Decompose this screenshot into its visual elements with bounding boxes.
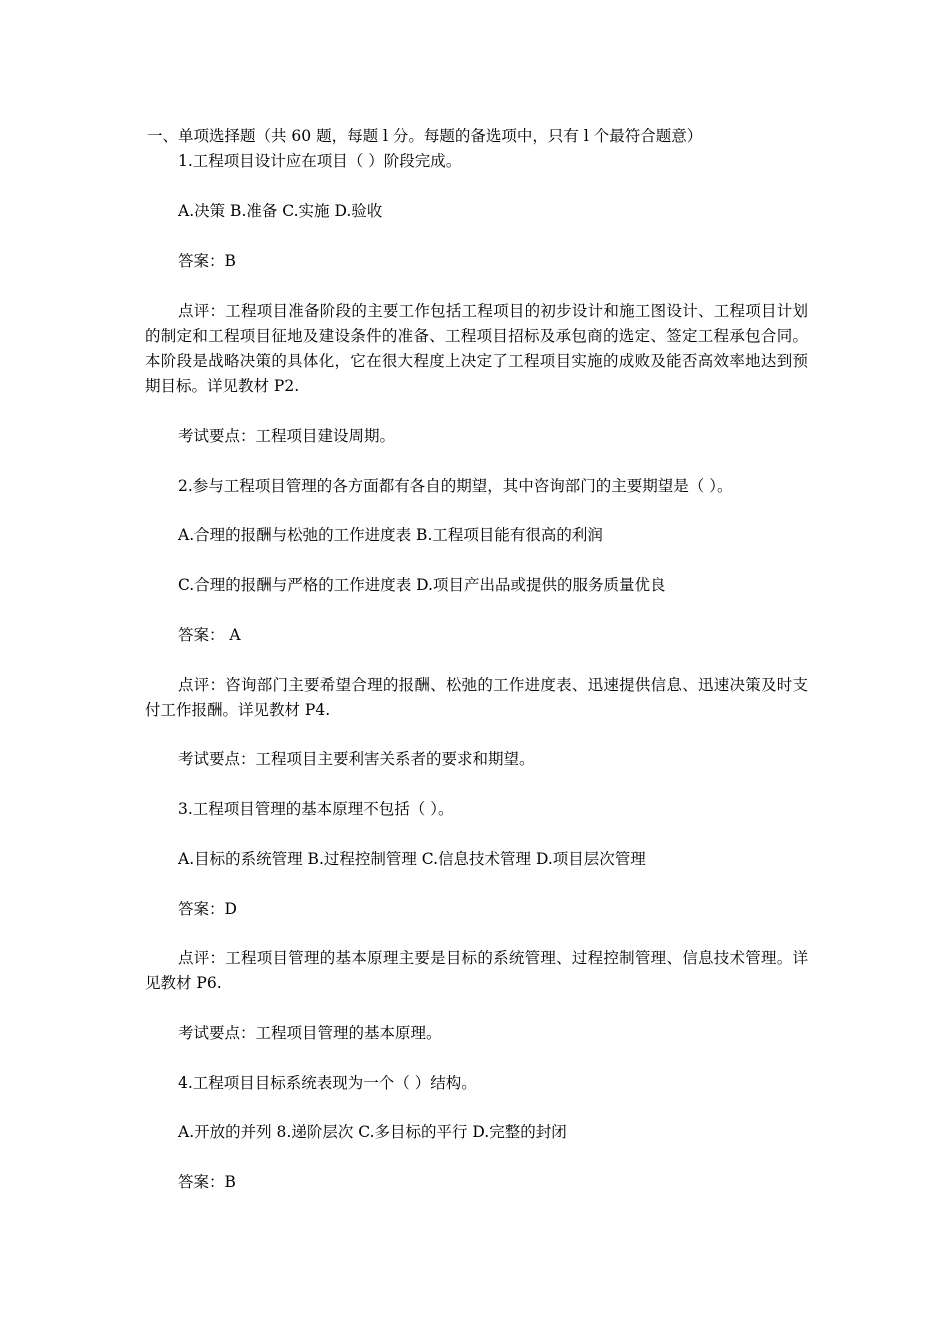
question-3-stem: 3.工程项目管理的基本原理不包括（ ）。 — [178, 800, 454, 818]
question-2-key-point: 考试要点：工程项目主要利害关系者的要求和期望。 — [178, 750, 535, 768]
question-1-key-point: 考试要点：工程项目建设周期。 — [178, 427, 396, 445]
question-3-options: A.目标的系统管理 B.过程控制管理 C.信息技术管理 D.项目层次管理 — [178, 850, 646, 868]
question-2-options-line-1: A.合理的报酬与松弛的工作进度表 B.工程项目能有很高的利润 — [178, 526, 603, 544]
question-1-stem: 1.工程项目设计应在项目（ ）阶段完成。 — [178, 152, 462, 170]
question-1-options: A.决策 B.准备 C.实施 D.验收 — [178, 202, 383, 220]
question-1-answer: 答案：B — [178, 252, 236, 270]
question-4-stem: 4.工程项目目标系统表现为一个（ ）结构。 — [178, 1074, 477, 1092]
question-4-options: A.开放的并列 8.递阶层次 C.多目标的平行 D.完整的封闭 — [178, 1123, 567, 1141]
question-1-comment: 点评：工程项目准备阶段的主要工作包括工程项目的初步设计和施工图设计、工程项目计划的制定和工程项目征地及建设条件的准备、工程项目招标及承包商的选定、签定工程承包合同。本阶段是战略决策的具体化，它在很大程度上决定了工程项目实施的成败及能否高效率地达到预期目标。详见教材 P2. — [145, 302, 808, 395]
question-3-key-point: 考试要点：工程项目管理的基本原理。 — [178, 1024, 442, 1042]
question-2-comment: 点评：咨询部门主要希望合理的报酬、松弛的工作进度表、迅速提供信息、迅速决策及时支付工作报酬。详见教材 P4. — [145, 676, 808, 719]
question-2-stem: 2.参与工程项目管理的各方面都有各自的期望，其中咨询部门的主要期望是（ ）。 — [178, 477, 733, 495]
question-4-answer: 答案：B — [178, 1173, 236, 1191]
section-heading: 一、单项选择题（共 60 题，每题 l 分。每题的备选项中，只有 l 个最符合题意） — [147, 127, 703, 145]
question-2-options-line-2: C.合理的报酬与严格的工作进度表 D.项目产出品或提供的服务质量优良 — [178, 576, 666, 594]
question-3-answer: 答案：D — [178, 900, 237, 918]
question-3-comment: 点评：工程项目管理的基本原理主要是目标的系统管理、过程控制管理、信息技术管理。详见教材 P6. — [145, 949, 808, 992]
question-2-answer: 答案： A — [178, 626, 241, 644]
